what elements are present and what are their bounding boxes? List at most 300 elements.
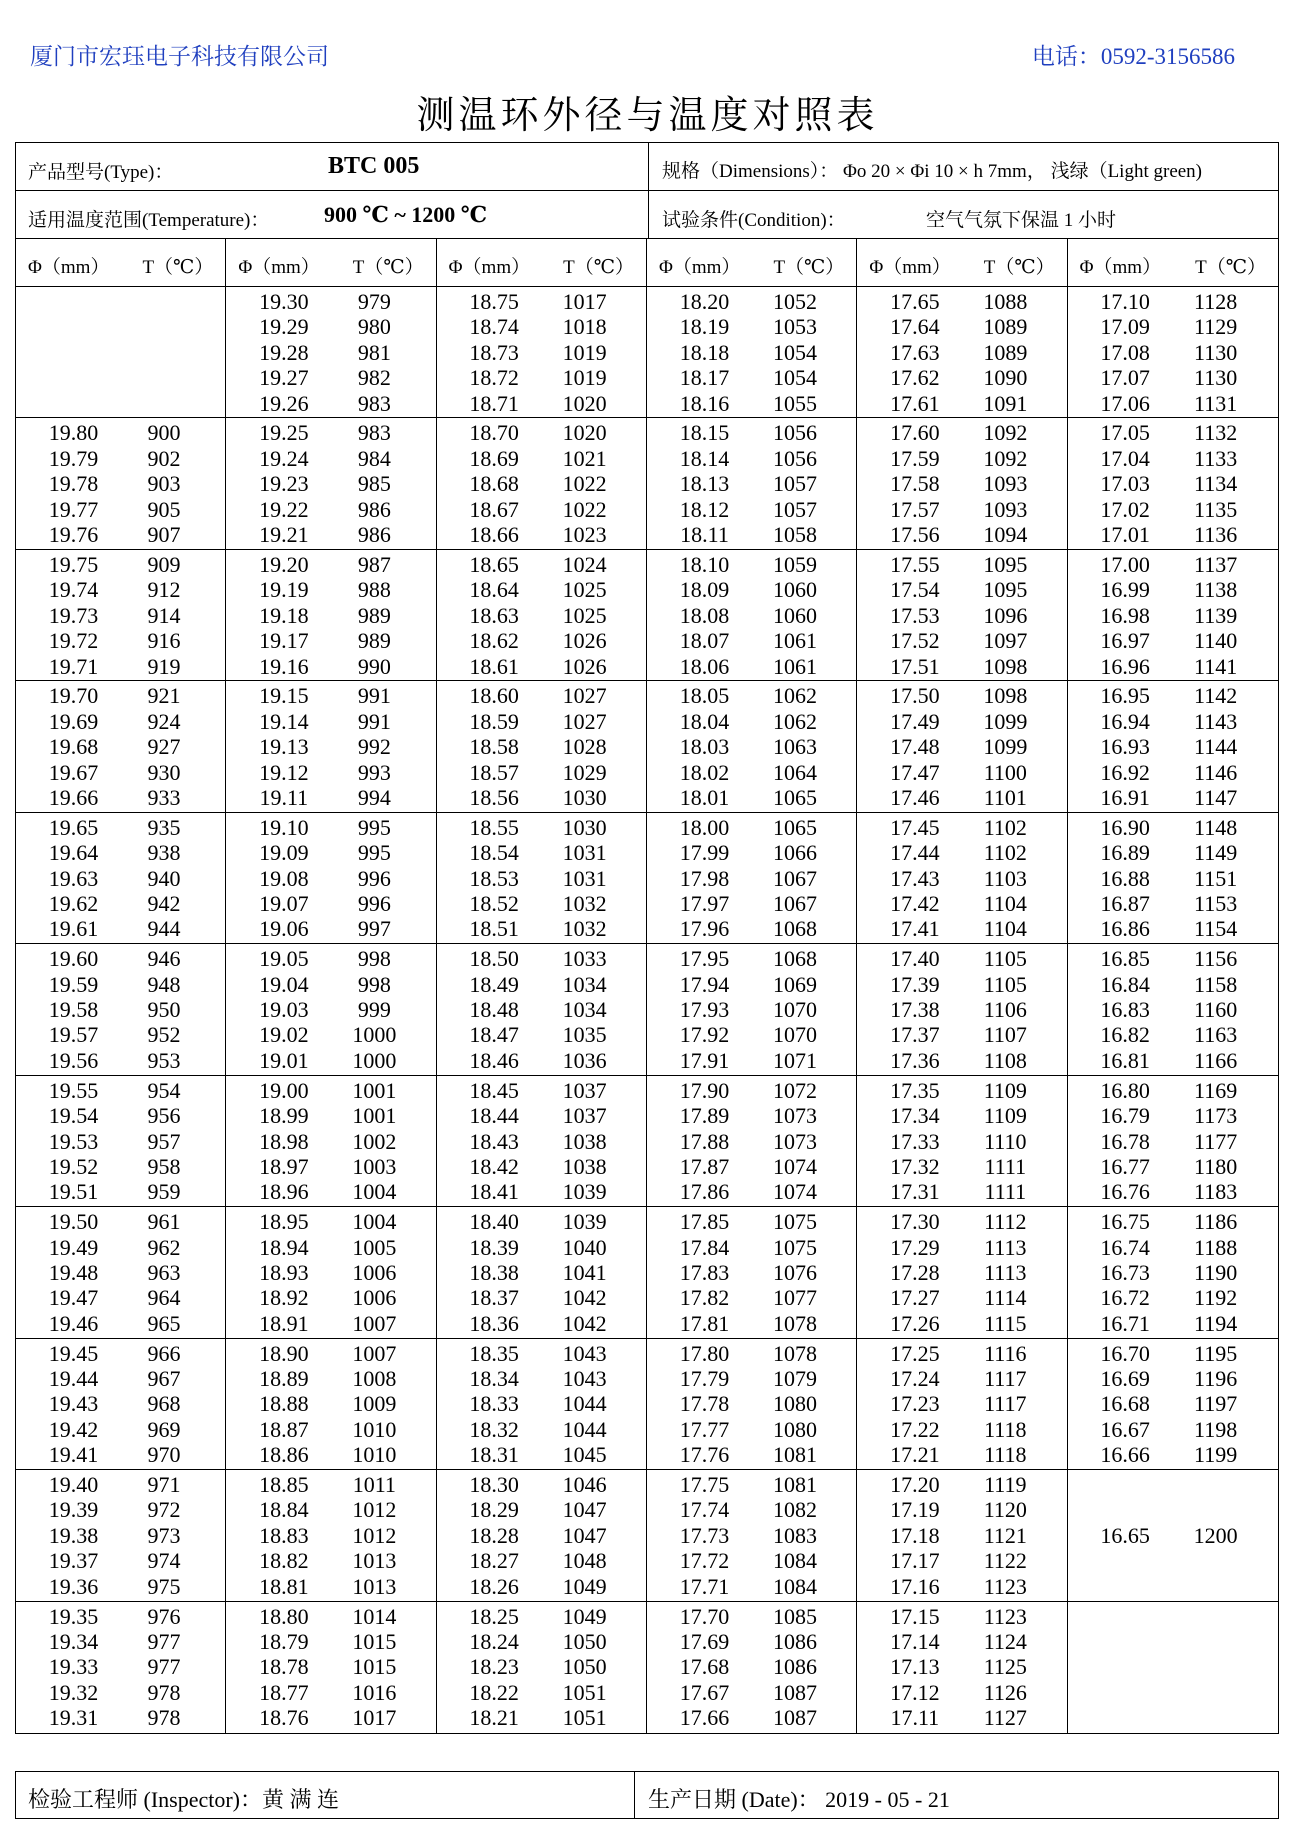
table-row	[1068, 340, 1278, 365]
table-row	[647, 1497, 856, 1522]
table-row	[226, 446, 435, 471]
diameter-value: 19.57	[48, 1022, 99, 1048]
temperature-value: 975	[147, 1573, 181, 1599]
table-row	[16, 1472, 225, 1497]
table-row	[226, 1391, 435, 1416]
table-row	[226, 289, 435, 314]
table-row	[16, 709, 225, 734]
table-row	[1068, 1260, 1278, 1285]
table-row	[16, 1574, 225, 1599]
temperature-value: 935	[147, 814, 181, 840]
temperature-value: 989	[357, 628, 391, 654]
table-row	[1068, 314, 1278, 339]
temperature-value: 1199	[1194, 1442, 1238, 1468]
table-row	[437, 1548, 646, 1573]
temperature-value: 1000	[352, 1022, 397, 1048]
table-row	[226, 391, 435, 416]
diameter-value: 18.68	[469, 471, 519, 497]
temperature-value: 1053	[772, 314, 817, 340]
diameter-value: 17.12	[890, 1679, 940, 1705]
diameter-value: 17.78	[679, 1391, 730, 1417]
diameter-value: 18.35	[469, 1340, 519, 1366]
table-row	[226, 420, 435, 445]
table-row	[857, 1022, 1066, 1047]
table-row	[647, 340, 856, 365]
temperature-value: 1083	[772, 1522, 817, 1548]
temperature-value: 1142	[1194, 683, 1238, 709]
diameter-value: 17.84	[679, 1234, 730, 1260]
temperature-value: 965	[147, 1310, 181, 1336]
diameter-value: 16.99	[1100, 577, 1150, 603]
temperature-value: 966	[147, 1340, 181, 1366]
type-value: BTC 005	[328, 153, 420, 179]
diameter-value: 17.62	[890, 365, 940, 391]
table-column-group	[647, 287, 857, 1733]
temperature-value: 1005	[352, 1234, 397, 1260]
temperature-value: 1194	[1194, 1310, 1238, 1336]
table-row	[226, 603, 435, 628]
temperature-value: 1074	[772, 1179, 817, 1205]
diameter-value: 16.96	[1100, 653, 1150, 679]
table-row	[857, 1366, 1066, 1391]
table-row	[857, 815, 1066, 840]
diameter-value: 19.30	[259, 289, 309, 314]
table-row	[437, 1574, 646, 1599]
diameter-value: 19.40	[48, 1472, 99, 1498]
temperature-value: 903	[147, 471, 181, 497]
diameter-value: 19.39	[48, 1497, 99, 1523]
table-row	[16, 471, 225, 496]
temperature-value: 1109	[983, 1077, 1027, 1103]
temperature-value: 1085	[772, 1603, 817, 1629]
table-row	[16, 1548, 225, 1573]
table-row	[857, 1285, 1066, 1310]
table-row	[16, 1366, 225, 1391]
diameter-value: 17.69	[679, 1628, 730, 1654]
diameter-value: 18.29	[469, 1497, 519, 1523]
temperature-value: 1113	[984, 1234, 1027, 1260]
table-block	[1068, 813, 1278, 944]
table-row	[857, 420, 1066, 445]
temperature-value: 1195	[1194, 1340, 1238, 1366]
diameter-value: 17.92	[679, 1022, 730, 1048]
temperature-value: 1074	[772, 1153, 817, 1179]
table-row	[16, 760, 225, 785]
diameter-value: 17.61	[890, 390, 940, 416]
table-row	[1068, 446, 1278, 471]
temperature-value: 1158	[1194, 971, 1238, 997]
table-row	[226, 785, 435, 810]
diameter-value: 17.93	[679, 997, 730, 1023]
temperature-value: 1050	[562, 1654, 607, 1680]
header-temperature: T（℃）	[983, 257, 1055, 278]
table-row	[16, 628, 225, 653]
table-row	[16, 1235, 225, 1260]
table-row	[647, 1680, 856, 1705]
diameter-value: 18.54	[469, 840, 519, 866]
diameter-value: 19.05	[259, 946, 309, 972]
table-row	[857, 1472, 1066, 1497]
header-temperature: T（℃）	[142, 257, 214, 278]
table-row	[437, 785, 646, 810]
temperature-value: 1069	[772, 971, 817, 997]
temperature-value: 940	[147, 865, 181, 891]
diameter-value: 18.93	[259, 1259, 309, 1285]
diameter-value: 17.29	[890, 1234, 940, 1260]
table-row	[1068, 709, 1278, 734]
diameter-value: 17.86	[679, 1179, 730, 1205]
table-block	[16, 1470, 225, 1601]
temperature-value: 1034	[562, 997, 607, 1023]
temperature-value: 1010	[352, 1442, 397, 1468]
table-row	[647, 1311, 856, 1336]
diameter-value: 19.70	[48, 683, 99, 709]
table-row	[437, 1078, 646, 1103]
temperature-value: 1033	[562, 946, 607, 972]
temperature-value: 1067	[772, 865, 817, 891]
temperature-value: 1022	[562, 496, 607, 522]
table-row	[857, 577, 1066, 602]
table-row	[16, 1523, 225, 1548]
temperature-label: 适用温度范围(Temperature)：	[28, 210, 270, 231]
diameter-value: 17.56	[890, 522, 940, 548]
diameter-value: 19.45	[48, 1340, 99, 1366]
temperature-value: 1151	[1194, 865, 1238, 891]
table-block	[857, 550, 1066, 681]
temperature-value: 1042	[562, 1285, 607, 1311]
table-row	[647, 1417, 856, 1442]
temperature-value: 1006	[352, 1259, 397, 1285]
diameter-value: 18.30	[469, 1472, 519, 1498]
diameter-value: 19.48	[48, 1259, 99, 1285]
table-row	[437, 1285, 646, 1310]
diameter-value: 17.16	[890, 1573, 940, 1599]
diameter-value: 18.02	[679, 759, 730, 785]
table-row	[226, 1654, 435, 1679]
table-row	[857, 1574, 1066, 1599]
diameter-value: 19.71	[48, 653, 99, 679]
temperature-value: 1084	[772, 1573, 817, 1599]
diameter-value: 16.89	[1100, 840, 1150, 866]
temperature-value: 962	[147, 1234, 181, 1260]
diameter-value: 16.69	[1100, 1366, 1150, 1392]
temperature-value: 1062	[772, 683, 817, 709]
table-row	[437, 289, 646, 314]
temperature-value: 983	[357, 420, 391, 446]
diameter-value: 17.49	[890, 708, 940, 734]
table-block-empty	[1068, 1602, 1278, 1733]
table-row	[437, 1366, 646, 1391]
diameter-value: 19.03	[259, 997, 309, 1023]
temperature-value: 1072	[772, 1077, 817, 1103]
temperature-value: 1012	[352, 1497, 397, 1523]
diameter-value: 17.10	[1100, 289, 1150, 314]
diameter-value: 19.06	[259, 916, 309, 942]
table-row	[226, 866, 435, 891]
table-block	[1068, 287, 1278, 418]
table-row	[857, 1497, 1066, 1522]
temperature-value: 1037	[562, 1077, 607, 1103]
temperature-value: 1105	[983, 946, 1027, 972]
temperature-value: 1192	[1194, 1285, 1238, 1311]
diameter-value: 19.16	[259, 653, 309, 679]
temperature-value: 956	[147, 1103, 181, 1129]
temperature-value: 1055	[772, 390, 817, 416]
diameter-value: 18.71	[469, 390, 519, 416]
column-header-group	[1068, 239, 1278, 286]
diameter-value: 18.24	[469, 1628, 519, 1654]
temperature-value: 942	[147, 891, 181, 916]
table-block	[16, 1602, 225, 1733]
diameter-value: 19.69	[48, 708, 99, 734]
diameter-value: 18.03	[679, 734, 730, 760]
table-block	[857, 1470, 1066, 1601]
table-row	[647, 1103, 856, 1128]
temperature-value: 1036	[562, 1047, 607, 1073]
temperature-value: 1044	[562, 1391, 607, 1417]
diameter-value: 18.43	[469, 1128, 519, 1154]
temperature-value: 995	[357, 814, 391, 840]
temperature-value: 1045	[562, 1442, 607, 1468]
diameter-value: 17.39	[890, 971, 940, 997]
table-block	[437, 1470, 646, 1601]
temperature-value: 1088	[983, 289, 1028, 314]
diameter-value: 19.24	[259, 445, 309, 471]
table-row	[1068, 866, 1278, 891]
diameter-value: 17.76	[679, 1442, 730, 1468]
table-block	[437, 681, 646, 812]
temperature-value: 1073	[772, 1128, 817, 1154]
data-table	[16, 287, 1278, 1733]
diameter-value: 18.34	[469, 1366, 519, 1392]
diameter-value: 16.65	[1100, 1522, 1150, 1548]
table-row	[857, 628, 1066, 653]
table-row	[226, 891, 435, 916]
temperature-value: 958	[147, 1153, 181, 1179]
table-row	[226, 1022, 435, 1047]
temperature-value: 1095	[983, 551, 1028, 577]
table-block	[857, 287, 1066, 418]
diameter-value: 17.80	[679, 1340, 730, 1366]
diameter-value: 18.65	[469, 551, 519, 577]
temperature-value: 944	[147, 916, 181, 942]
table-row	[437, 603, 646, 628]
table-row	[226, 1604, 435, 1629]
diameter-value: 19.50	[48, 1209, 99, 1235]
diameter-value: 18.55	[469, 814, 519, 840]
temperature-value: 1024	[562, 551, 607, 577]
temperature-value: 1067	[772, 891, 817, 916]
table-row	[437, 654, 646, 679]
temperature-value: 1032	[562, 891, 607, 916]
diameter-value: 17.17	[890, 1548, 940, 1574]
temperature-value: 963	[147, 1259, 181, 1285]
temperature-value: 1148	[1194, 814, 1238, 840]
table-row	[857, 1417, 1066, 1442]
diameter-value: 18.91	[259, 1310, 309, 1336]
diameter-value: 16.72	[1100, 1285, 1150, 1311]
table-row	[647, 815, 856, 840]
temperature-value: 1077	[772, 1285, 817, 1311]
temperature-value: 1051	[562, 1705, 607, 1731]
diameter-value: 17.72	[679, 1548, 730, 1574]
diameter-value: 18.67	[469, 496, 519, 522]
temperature-value: 1097	[983, 628, 1028, 654]
diameter-value: 18.37	[469, 1285, 519, 1311]
diameter-value: 19.76	[48, 522, 99, 548]
table-block	[1068, 944, 1278, 1075]
temperature-value: 914	[147, 602, 181, 628]
diameter-value: 19.37	[48, 1548, 99, 1574]
diameter-value: 19.42	[48, 1416, 99, 1442]
temperature-value: 1008	[352, 1366, 397, 1392]
temperature-value: 1023	[562, 522, 607, 548]
table-row	[226, 1154, 435, 1179]
diameter-value: 19.79	[48, 445, 99, 471]
temperature-value: 1022	[562, 471, 607, 497]
table-row	[437, 552, 646, 577]
temperature-value: 1126	[983, 1679, 1027, 1705]
table-row	[226, 1574, 435, 1599]
diameter-value: 17.08	[1100, 339, 1150, 365]
table-row	[857, 1604, 1066, 1629]
table-row	[857, 365, 1066, 390]
diameter-value: 16.75	[1100, 1209, 1150, 1235]
temperature-value: 1051	[562, 1679, 607, 1705]
diameter-value: 17.03	[1100, 471, 1150, 497]
temperature-value: 967	[147, 1366, 181, 1392]
diameter-value: 17.79	[679, 1366, 730, 1392]
table-row	[16, 1341, 225, 1366]
table-row	[16, 1048, 225, 1073]
diameter-value: 17.63	[890, 339, 940, 365]
table-row	[437, 314, 646, 339]
table-row	[437, 709, 646, 734]
table-row	[16, 446, 225, 471]
temperature-value: 1041	[562, 1259, 607, 1285]
table-row	[226, 1179, 435, 1204]
diameter-value: 17.09	[1100, 314, 1150, 340]
temperature-value: 1003	[352, 1153, 397, 1179]
temperature-value: 1127	[983, 1705, 1027, 1731]
temperature-value: 961	[147, 1209, 181, 1235]
temperature-value: 1030	[562, 784, 607, 810]
temperature-value: 1044	[562, 1416, 607, 1442]
diameter-value: 18.76	[259, 1705, 309, 1731]
diameter-value: 19.80	[48, 420, 99, 446]
table-block	[857, 1207, 1066, 1338]
table-row	[16, 1154, 225, 1179]
temperature-value: 1038	[562, 1128, 607, 1154]
production-date: 生产日期 (Date)： 2019 - 05 - 21	[648, 1787, 950, 1812]
diameter-value: 17.59	[890, 445, 940, 471]
temperature-value: 1049	[562, 1603, 607, 1629]
temperature-value: 1070	[772, 997, 817, 1023]
diameter-value: 19.07	[259, 891, 309, 916]
diameter-value: 18.95	[259, 1209, 309, 1235]
temperature-value: 1197	[1194, 1391, 1238, 1417]
table-row	[437, 420, 646, 445]
temperature-value: 1080	[772, 1391, 817, 1417]
diameter-value: 17.04	[1100, 445, 1150, 471]
table-block	[437, 944, 646, 1075]
table-row	[437, 1048, 646, 1073]
temperature-value: 1058	[772, 522, 817, 548]
diameter-value: 18.44	[469, 1103, 519, 1129]
diameter-value: 17.55	[890, 551, 940, 577]
table-row	[647, 1472, 856, 1497]
diameter-value: 17.31	[890, 1179, 940, 1205]
temperature-value: 1186	[1194, 1209, 1238, 1235]
diameter-value: 17.06	[1100, 390, 1150, 416]
table-row	[857, 1078, 1066, 1103]
temperature-value: 1111	[984, 1153, 1027, 1179]
table-row	[647, 1548, 856, 1573]
table-row	[857, 1391, 1066, 1416]
table-row	[647, 446, 856, 471]
diameter-value: 18.15	[679, 420, 730, 446]
condition-label: 试验条件(Condition)：	[662, 210, 846, 231]
diameter-value: 19.46	[48, 1310, 99, 1336]
diameter-value: 18.14	[679, 445, 730, 471]
table-row	[226, 683, 435, 708]
table-row	[16, 1654, 225, 1679]
diameter-value: 17.32	[890, 1153, 940, 1179]
diameter-value: 18.80	[259, 1603, 309, 1629]
table-row	[437, 683, 646, 708]
table-row	[16, 1311, 225, 1336]
diameter-value: 17.57	[890, 496, 940, 522]
temperature-value: 1009	[352, 1391, 397, 1417]
temperature-value: 907	[147, 522, 181, 548]
table-row	[437, 972, 646, 997]
table-row	[226, 1629, 435, 1654]
footer-bar	[15, 1771, 1279, 1819]
table-row	[16, 1179, 225, 1204]
diameter-value: 19.19	[259, 577, 309, 603]
table-row	[647, 1705, 856, 1730]
temperature-value: 988	[357, 577, 391, 603]
diameter-value: 18.90	[259, 1340, 309, 1366]
diameter-value: 19.25	[259, 420, 309, 446]
diameter-value: 19.02	[259, 1022, 309, 1048]
temperature-value: 921	[147, 683, 181, 709]
table-block	[437, 1076, 646, 1207]
table-row	[437, 497, 646, 522]
diameter-value: 19.67	[48, 759, 99, 785]
diameter-value: 16.88	[1100, 865, 1150, 891]
diameter-value: 18.13	[679, 471, 730, 497]
diameter-value: 19.41	[48, 1442, 99, 1468]
diameter-value: 16.90	[1100, 814, 1150, 840]
diameter-value: 18.87	[259, 1416, 309, 1442]
diameter-value: 17.37	[890, 1022, 940, 1048]
phone-number: 电话：0592-3156586	[1031, 44, 1235, 69]
diameter-value: 19.44	[48, 1366, 99, 1392]
diameter-value: 18.97	[259, 1153, 309, 1179]
temperature-value: 1124	[983, 1628, 1027, 1654]
table-row	[16, 577, 225, 602]
temperature-value: 1121	[983, 1522, 1027, 1548]
diameter-value: 18.41	[469, 1179, 519, 1205]
temperature-value: 1030	[562, 814, 607, 840]
diameter-value: 18.92	[259, 1285, 309, 1311]
diameter-value: 17.58	[890, 471, 940, 497]
temperature-value: 905	[147, 496, 181, 522]
temperature-value: 1007	[352, 1310, 397, 1336]
temperature-value: 1113	[984, 1259, 1027, 1285]
diameter-value: 19.38	[48, 1522, 99, 1548]
